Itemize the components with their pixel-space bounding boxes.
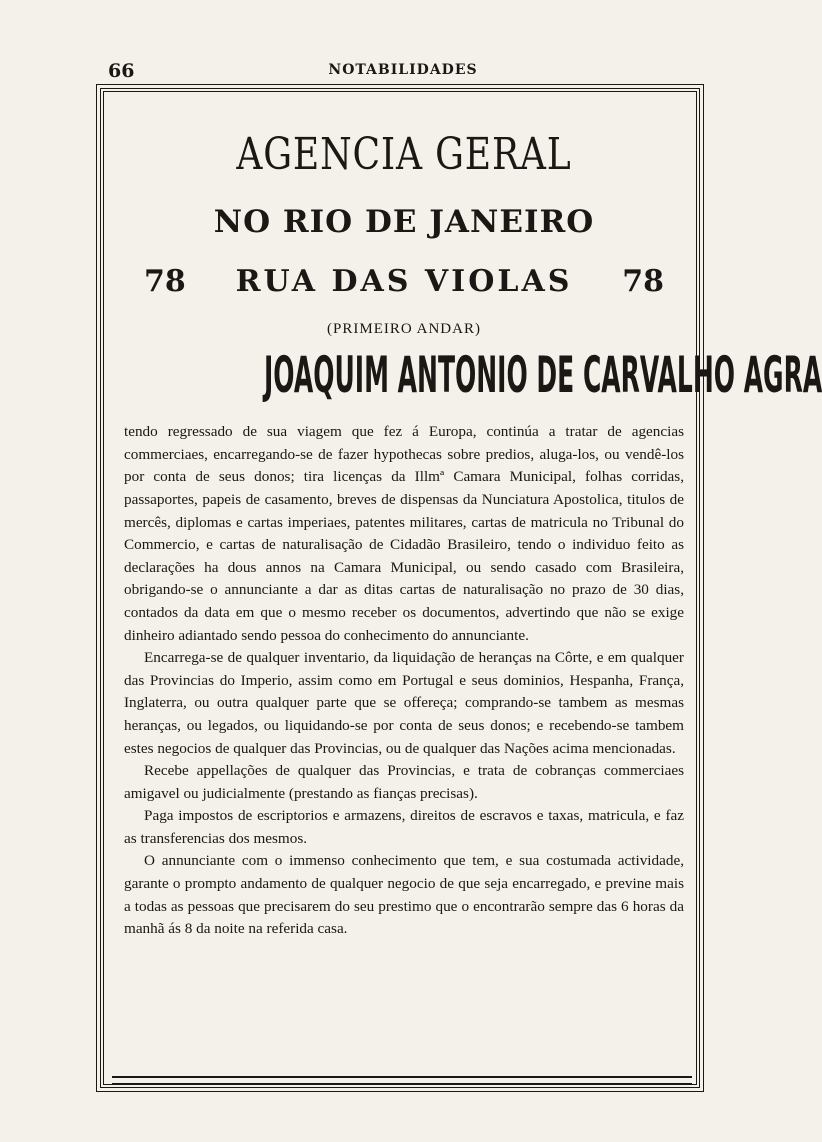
- running-head: NOTABILIDADES: [328, 62, 478, 78]
- paragraph-appeals: Recebe appellações de qualquer das Provincias, e trata de cobranças commerciaes amigavel ou judicialmente (prestando as fianças precisas).: [124, 762, 684, 802]
- advertisement-body: [124, 421, 684, 941]
- bottom-rule: [112, 1076, 692, 1084]
- floor-line: (PRIMEIRO ANDAR): [327, 321, 481, 338]
- paragraph-inheritances: Encarrega-se de qualquer inventario, da liquidação de heranças na Côrte, e em qualquer das Provincias do Imperio, assim como em Portugal e seus dominios, Hespanha, França, Inglaterra, ou outra qualquer parte que se offereça; comprando-se tambem as mesmas heranças, ou legados, ou liquidando-se por conta de seus donos; e recebendo-se tambem estes negocios de qualquer das Provincias, ou de qualquer das Nações acima mencionadas.: [124, 649, 684, 757]
- address-line: [144, 264, 664, 299]
- proprietor-name: JOAQUIM ANTONIO DE CARVALHO AGRA: [264, 346, 822, 405]
- address-number-right: 78: [622, 264, 664, 300]
- paragraph-services: tendo regressado de sua viagem que fez á Europa, continúa a tratar de agencias commerciaes, encarregando-se de fazer hypothecas sobre predios, aluga-los, ou vendê-los por conta de seus donos; tira licenças da Illmª Camara Municipal, folhas corridas, passaportes, papeis de casamento, breves de dispensas da Nunciatura Apostolica, titulos de mercês, diplomas e cartas imperiaes, patentes militares, cartas de matricula no Tribunal do Commercio, e cartas de naturalisação de Cidadão Brasileiro, tendo o individuo feito as declarações ha dous annos na Camara Municipal, ou sendo casado com Brasileira, obrigando-se o annunciante a dar as ditas cartas de naturalisação no prazo de 30 dias, contados da data em que o mesmo receber os documentos, advertindo que não se exige dinheiro adiantado sendo pessoa do conhecimento do annunciante.: [124, 423, 684, 644]
- page-number: 66: [108, 60, 135, 82]
- advertisement-frame: [100, 88, 822, 1088]
- agency-title: AGENCIA GERAL: [236, 129, 572, 180]
- city-line: NO RIO DE JANEIRO: [213, 204, 595, 241]
- paragraph-taxes: Paga impostos de escriptorios e armazens, direitos de escravos e taxas, matricula, e faz as transferencias dos mesmos.: [124, 807, 684, 847]
- street-name: RUA DAS VIOLAS: [235, 264, 573, 300]
- paragraph-closing: O annunciante com o immenso conhecimento que tem, e sua costumada actividade, garante o prompto andamento de qualquer negocio de que seja encarregado, e previne mais a todas as pessoas que precisarem do seu prestimo que o encontrarão sempre das 6 horas da manhã ás 8 da noite na referida casa.: [124, 852, 684, 938]
- page-header: [108, 60, 698, 86]
- address-number-left: 78: [144, 264, 186, 300]
- advertisement-content: [124, 129, 822, 941]
